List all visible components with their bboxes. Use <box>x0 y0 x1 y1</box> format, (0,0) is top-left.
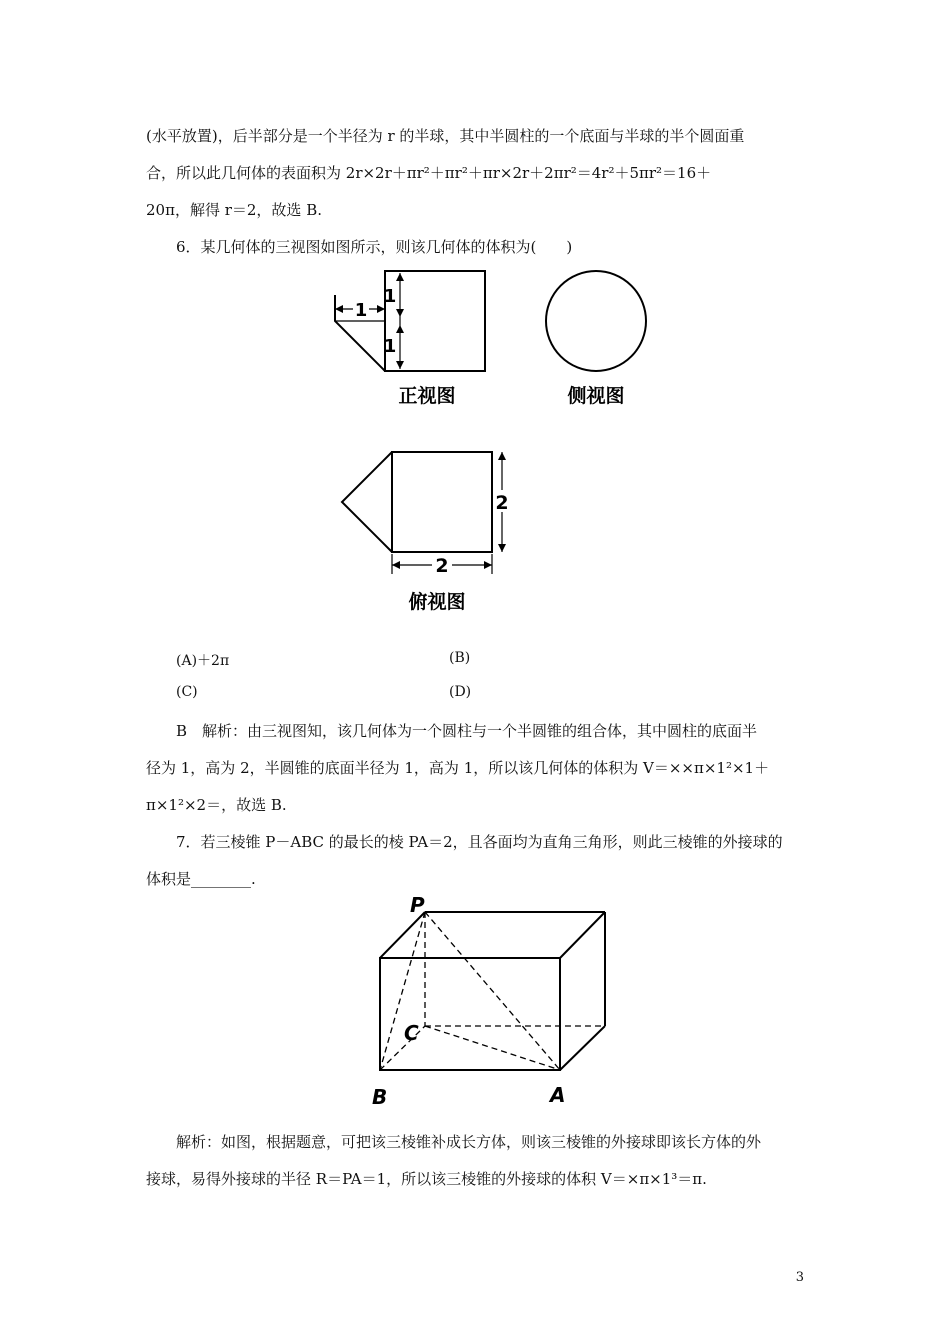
front-dim-left: 1 <box>354 300 368 321</box>
front-view-figure <box>320 265 500 410</box>
prev-solution-line-2: 合，所以此几何体的表面积为 2r×2r＋πr²＋πr²＋πr×2r＋2πr²＝4r²＋5πr²＝16＋ <box>146 164 712 182</box>
label-p: P <box>410 893 425 917</box>
label-c: C <box>404 1021 419 1045</box>
q7-solution-line-1: 解析：如图，根据题意，可把该三棱锥补成长方体，则该三棱锥的外接球即该长方体的外 <box>176 1133 762 1151</box>
top-dim-height: 2 <box>495 492 509 514</box>
question-7-line-2: 体积是________. <box>146 870 256 888</box>
page-number: 3 <box>795 1270 804 1285</box>
label-a: A <box>550 1083 566 1107</box>
option-c: (C) <box>176 684 198 700</box>
front-view-caption: 正视图 <box>398 385 456 407</box>
q6-solution-line-1: B 解析：由三视图知，该几何体为一个圆柱与一个半圆锥的组合体，其中圆柱的底面半 <box>176 722 758 740</box>
top-view-figure <box>330 440 530 620</box>
question-6-text: 6．某几何体的三视图如图所示，则该几何体的体积为( ) <box>176 238 573 256</box>
front-dim-top: 1 <box>383 286 397 307</box>
prev-solution-line-1: (水平放置)，后半部分是一个半径为 r 的半球，其中半圆柱的一个底面与半球的半个圆面重 <box>146 127 745 145</box>
top-dim-width: 2 <box>435 555 449 577</box>
option-d: (D) <box>449 684 472 700</box>
label-b: B <box>372 1085 388 1109</box>
q6-solution-line-3: π×1²×2＝，故选 B. <box>146 796 287 814</box>
q6-solution-line-2: 径为 1，高为 2，半圆锥的底面半径为 1，高为 1，所以该几何体的体积为 V＝××π×1²×1＋ <box>146 759 770 777</box>
front-dim-bottom: 1 <box>383 336 397 357</box>
q7-solution-line-2: 接球，易得外接球的半径 R＝PA＝1，所以该三棱锥的外接球的体积 V＝×π×1³＝π. <box>146 1170 707 1188</box>
question-7-line-1: 7．若三棱锥 P－ABC 的最长的棱 PA＝2，且各面均为直角三角形，则此三棱锥的外接球的 <box>176 833 783 851</box>
option-b: (B) <box>449 650 471 666</box>
cuboid-figure <box>360 890 630 1115</box>
side-view-caption: 侧视图 <box>567 385 625 407</box>
side-view-figure <box>530 265 660 410</box>
option-a: (A)＋2π <box>176 653 230 669</box>
top-view-caption: 俯视图 <box>408 591 466 613</box>
prev-solution-line-3: 20π，解得 r＝2，故选 B. <box>146 201 322 219</box>
